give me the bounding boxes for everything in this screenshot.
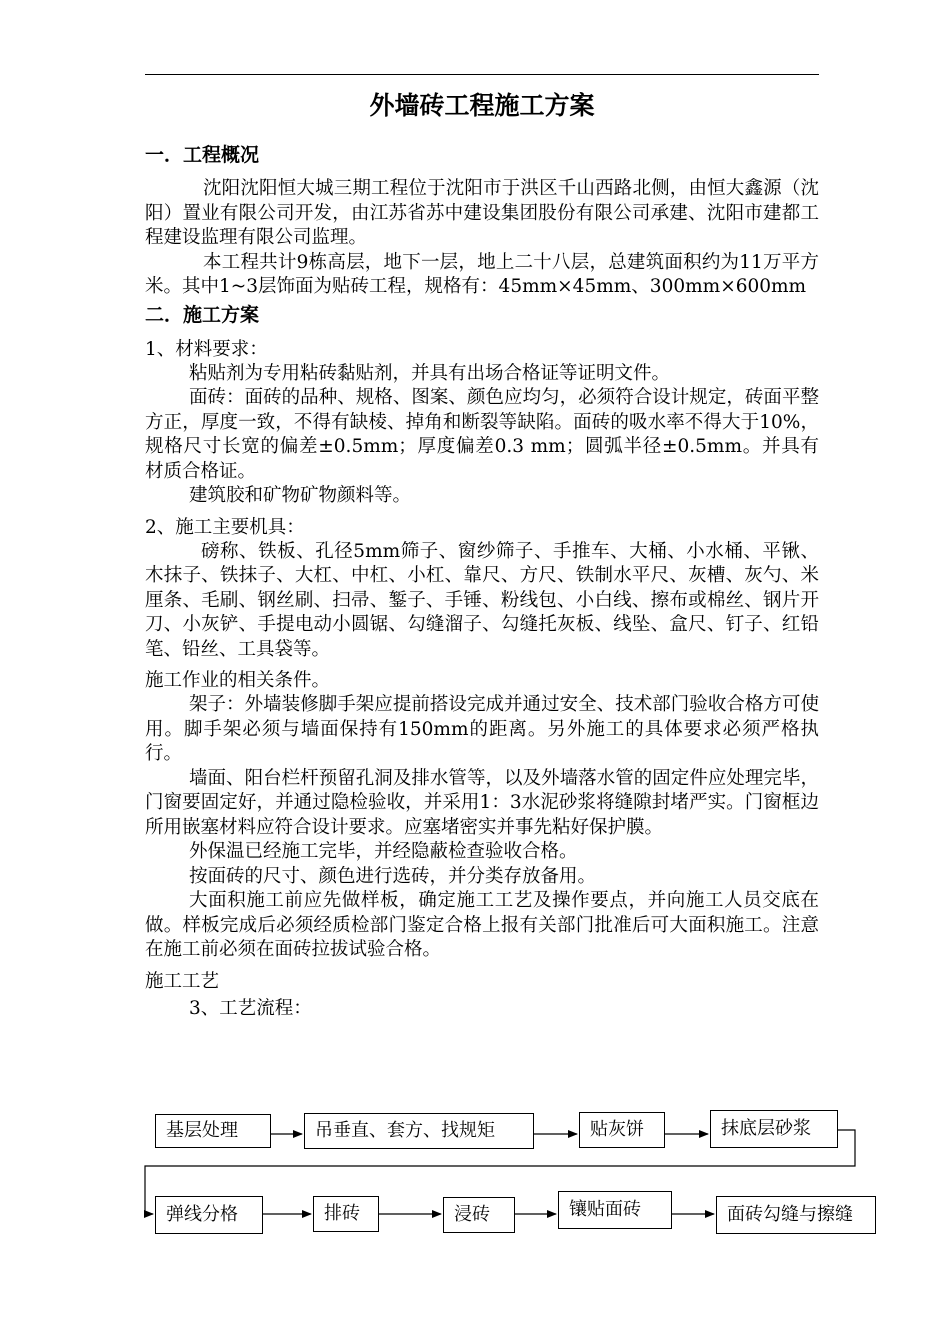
section1-paragraph-2: 本工程共计9栋高层，地下一层，地上二十八层，总建筑面积约为11万平方米。其中1~3层饰面为贴砖工程，规格有：45mm×45mm、300mm×600mm <box>145 251 819 297</box>
flow-step-4: 抹底层砂浆 <box>710 1110 838 1148</box>
flow-step-7: 浸砖 <box>443 1197 515 1233</box>
flow-step-1: 基层处理 <box>155 1114 271 1148</box>
flow-step-3: 贴灰饼 <box>579 1112 665 1148</box>
conditions-paragraph-1: 架子：外墙装修脚手架应提前搭设完成并通过安全、技术部门验收合格方可使用。脚手架必须与墙面保持有150mm的距离。另外施工的具体要求必须严格执行。 <box>145 694 819 764</box>
conditions-paragraph-4: 按面砖的尺寸、颜色进行选砖，并分类存放备用。 <box>189 865 597 887</box>
materials-paragraph-3: 建筑胶和矿物矿物颜料等。 <box>189 485 412 506</box>
conditions-paragraph-3: 外保温已经施工完毕，并经隐蔽检查验收合格。 <box>189 841 578 862</box>
flow-step-8: 镶贴面砖 <box>558 1191 672 1229</box>
flow-step-5: 弹线分格 <box>155 1196 263 1234</box>
flow-step-2: 吊垂直、套方、找规矩 <box>304 1113 534 1149</box>
conditions-title: 施工作业的相关条件。 <box>145 670 331 691</box>
flow-title: 3、工艺流程： <box>189 997 312 1019</box>
section1-paragraph-1: 沈阳沈阳恒大城三期工程位于沈阳市于洪区千山西路北侧，由恒大鑫源（沈阳）置业有限公司开发，由江苏省苏中建设集团股份有限公司承建、沈阳市建都工程建设监理有限公司监理。 <box>145 178 819 248</box>
conditions-paragraph-2: 墙面、阳台栏杆预留孔洞及排水管等，以及外墙落水管的固定件应处理完毕，门窗要固定好，并通过隐检验收，并采用1：3水泥砂浆将缝隙封堵严实。门窗框边所用嵌塞材料应符合设计要求。应塞堵密实并事先粘好保护膜。 <box>145 767 819 838</box>
header-rule <box>145 74 819 75</box>
tools-paragraph: 磅称、铁板、孔径5mm筛子、窗纱筛子、手推车、大桶、小水桶、平锹、木抹子、铁抹子、大杠、中杠、小杠、靠尺、方尺、铁制水平尺、灰槽、灰勺、米厘条、毛刷、钢丝刷、扫帚、錾子、手锤、粉线包、小白线、擦布或棉丝、钢片开刀、小灰铲、手提电动小圆锯、勾缝溜子、勾缝托灰板、线坠、盒尺、钉子、红铅笔、铅丝、工具袋等。 <box>145 540 819 660</box>
flow-step-6: 排砖 <box>313 1196 379 1232</box>
document-title: 外墙砖工程施工方案 <box>369 91 595 120</box>
materials-paragraph-2: 面砖：面砖的品种、规格、图案、颜色应均匀，必须符合设计规定，砖面平整方正，厚度一致，不得有缺棱、掉角和断裂等缺陷。面砖的吸水率不得大于10%，规格尺寸长宽的偏差±0.5mm；厚度偏差0.3 mm；圆弧半径±0.5mm。并具有材质合格证。 <box>145 387 819 482</box>
section2-heading: 二．施工方案 <box>145 303 260 326</box>
tools-title: 2、施工主要机具： <box>145 516 305 538</box>
document-body <box>145 142 819 1021</box>
section1-heading: 一．工程概况 <box>145 144 260 166</box>
materials-paragraph-1: 粘贴剂为专用粘砖黏贴剂，并具有出场合格证等证明文件。 <box>189 362 671 384</box>
conditions-paragraph-5: 大面积施工前应先做样板，确定施工工艺及操作要点，并向施工人员交底在做。样板完成后必须经质检部门鉴定合格上报有关部门批准后可大面积施工。注意在施工前必须在面砖拉拔试验合格。 <box>145 890 819 960</box>
flow-step-9: 面砖勾缝与擦缝 <box>716 1196 876 1234</box>
materials-title: 1、材料要求： <box>145 338 268 360</box>
process-title: 施工工艺 <box>145 970 220 992</box>
